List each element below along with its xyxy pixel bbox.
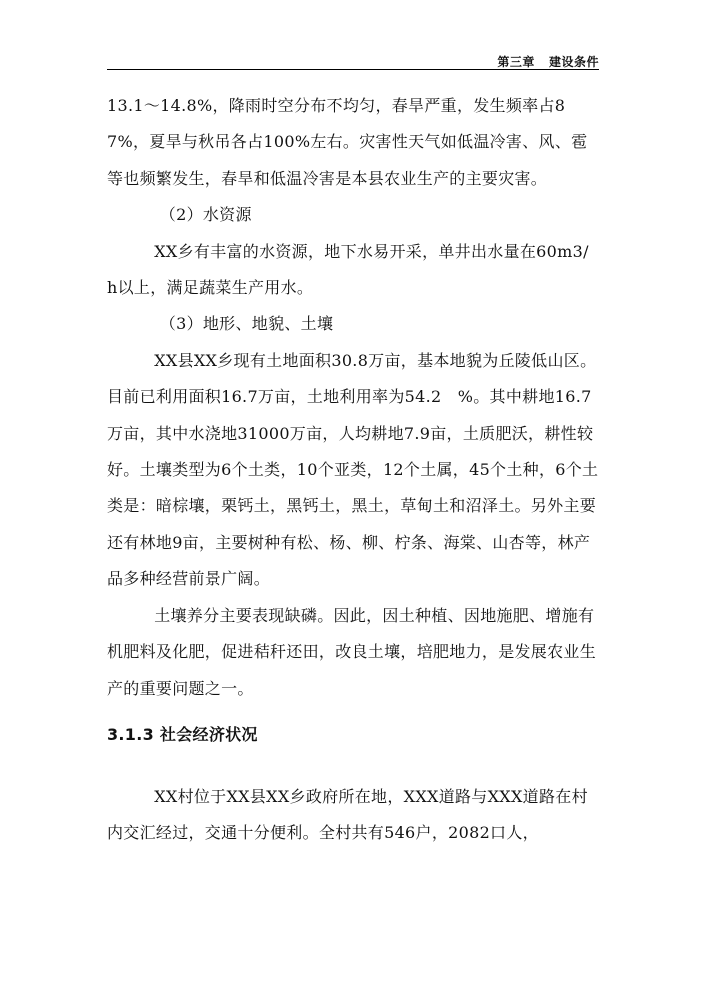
socioeconomic-paragraph: XX村位于XX县XX乡政府所在地，XXX道路与XXX道路在村内交汇经过，交通十分便利。全村共有546户，2082口人， [107, 786, 588, 843]
header-title: 建设条件 [548, 55, 599, 69]
soil-nutrient-paragraph: 土壤养分主要表现缺磷。因此，因土种植、因地施肥、增施有机肥料及化肥，促进秸秆还田，改良土壤，培肥地力，是发展农业生产的重要问题之一。 [107, 605, 597, 698]
terrain-paragraph: XX县XX乡现有土地面积30.8万亩，基本地貌为丘陵低山区。目前已利用面积16.7万亩，土地利用率为54.2 %。其中耕地16.7万亩，其中水浇地31000万亩，人均耕地7.9亩，土质肥沃，耕性较好。土壤类型为6个土类，10个亚类，12个土属，45个土种，6个土类是：暗棕壤，栗钙土，黑钙土，黑土，草甸土和沼泽土。另外主要还有林地9亩，主要树种有松、杨、柳、柠条、海棠、山杏等，林产品多种经营前景广阔。 [107, 350, 599, 589]
water-resources-paragraph: XX乡有丰富的水资源，地下水易开采，单井出水量在60m3/h以上，满足蔬菜生产用水。 [107, 241, 589, 298]
terrain-heading: （3）地形、地貌、土壤 [159, 314, 334, 334]
section-heading: 3.1.3 社会经济状况 [107, 724, 258, 744]
document-body [107, 88, 599, 852]
running-header [497, 53, 599, 70]
page-header [107, 47, 599, 70]
climate-paragraph: 13.1～14.8%，降雨时空分布不均匀，春旱严重，发生频率占87%，夏旱与秋吊各占100%左右。灾害性天气如低温冷害、风、雹等也频繁发生，春旱和低温冷害是本县农业生产的主要灾害。 [107, 96, 588, 188]
header-chapter: 第三章 [497, 55, 535, 69]
water-resources-heading: （2）水资源 [159, 205, 252, 225]
